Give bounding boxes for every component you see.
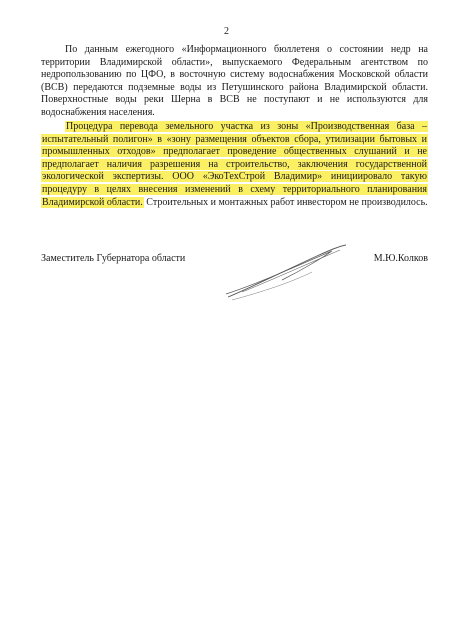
highlighted-text: Процедура перевода земельного участка из зоны «Производственная база – испытательный полигон» в «зону размещения объектов сбора, утилизации бытовых и промышленных отходов» предполагает проведение общественных слушаний и не предполагает наличия разрешения на строительство, заключения государственной экологической экспертизы. ООО «ЭкоТехСтрой Владимир» инициировало такую процедуру в целях внесения изменений в схему территориального планирования Владимирской области. xyxy=(42,121,427,208)
page-number: 2 xyxy=(224,26,229,37)
plain-text: Строительных и монтажных работ инвестором не производилось. xyxy=(143,196,428,208)
signatory-title: Заместитель Губернатора области xyxy=(41,253,186,264)
paragraph-zoning-procedure xyxy=(41,121,428,209)
paragraph-water-supply: По данным ежегодного «Информационного бюллетеня о состоянии недр на территории Владимирской области», выпускаемого Федеральным агентством по недропользованию по ЦФО, в восточную систему водоснабжения Московской области (ВСВ) передаются подземные воды из Петушинского района Владимирской области. Поверхностные воды реки Шерна в ВСВ не поступают и не используются для водоснабжения населения. xyxy=(41,44,428,118)
signatory-name: М.Ю.Колков xyxy=(373,253,428,264)
handwritten-signature xyxy=(222,242,362,304)
